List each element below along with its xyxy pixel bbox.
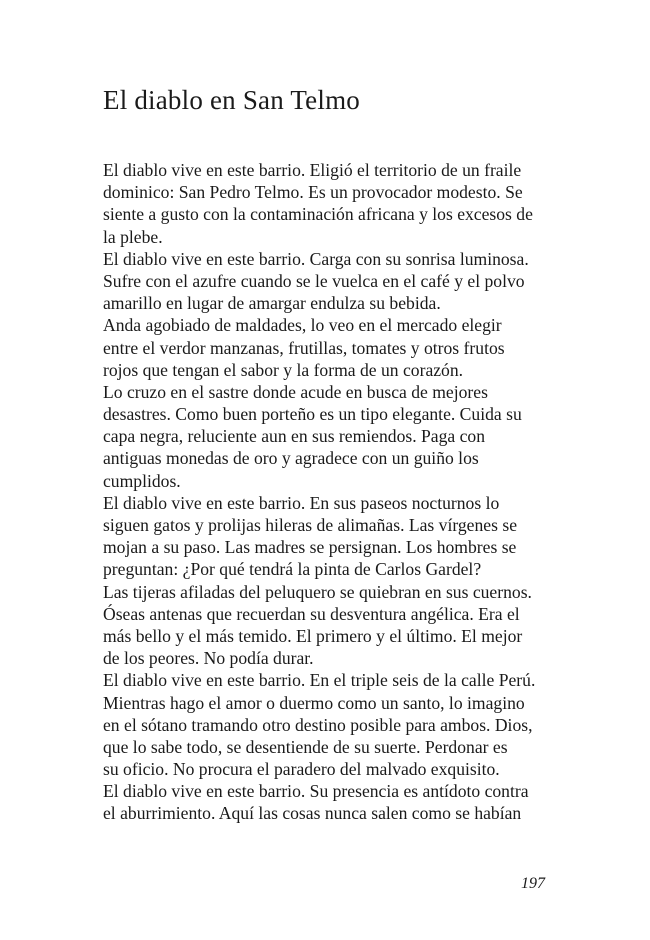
text-line: el aburrimiento. Aquí las cosas nunca salen como se habían <box>103 803 522 824</box>
text-line: Sufre con el azufre cuando se le vuelca en el café y el polvo <box>103 270 525 291</box>
text-line: dominico: San Pedro Telmo. Es un provocador modesto. Se <box>103 182 523 203</box>
text-line: que lo sabe todo, se desentiende de su suerte. Perdonar es <box>103 736 508 757</box>
text-line: en el sótano tramando otro destino posible para ambos. Dios, <box>103 714 533 735</box>
text-line: rojos que tengan el sabor y la forma de un corazón. <box>103 359 464 380</box>
text-line: Lo cruzo en el sastre donde acude en busca de mejores <box>103 381 488 402</box>
text-line: El diablo vive en este barrio. En el triple seis de la calle Perú. <box>103 670 536 691</box>
text-line: El diablo vive en este barrio. En sus paseos nocturnos lo <box>103 492 500 513</box>
text-line: mojan a su paso. Las madres se persignan. Los hombres se <box>103 537 517 558</box>
text-line: más bello y el más temido. El primero y el último. El mejor <box>103 625 523 646</box>
text-line: siente a gusto con la contaminación africana y los excesos de <box>103 204 533 225</box>
text-line: entre el verdor manzanas, frutillas, tomates y otros frutos <box>103 337 505 358</box>
page-number: 197 <box>521 875 545 892</box>
text-line: cumplidos. <box>103 470 181 491</box>
text-line: preguntan: ¿Por qué tendrá la pinta de Carlos Gardel? <box>103 559 482 580</box>
chapter-title: El diablo en San Telmo <box>103 85 360 115</box>
text-line: Las tijeras afiladas del peluquero se quiebran en sus cuernos. <box>103 581 532 602</box>
text-line: siguen gatos y prolijas hileras de alimañas. Las vírgenes se <box>103 515 518 535</box>
text-line: Mientras hago el amor o duermo como un santo, lo imagino <box>103 692 525 713</box>
text-line: la plebe. <box>103 226 163 247</box>
text-line: de los peores. No podía durar. <box>103 648 314 669</box>
text-line: antiguas monedas de oro y agradece con un guiño los <box>103 448 479 469</box>
text-line: El diablo vive en este barrio. Eligió el territorio de un fraile <box>103 160 522 180</box>
text-line: amarillo en lugar de amargar endulza su bebida. <box>103 293 441 314</box>
poem-body <box>103 159 553 825</box>
text-line: El diablo vive en este barrio. Su presencia es antídoto contra <box>103 781 529 802</box>
text-line: capa negra, reluciente aun en sus remiendos. Paga con <box>103 426 486 447</box>
text-line: su oficio. No procura el paradero del malvado exquisito. <box>103 759 500 780</box>
text-line: desastres. Como buen porteño es un tipo elegante. Cuida su <box>103 404 522 425</box>
text-line: Anda agobiado de maldades, lo veo en el mercado elegir <box>103 315 502 336</box>
text-line: Óseas antenas que recuerdan su desventura angélica. Era el <box>103 603 520 624</box>
text-line: El diablo vive en este barrio. Carga con su sonrisa luminosa. <box>103 248 529 269</box>
